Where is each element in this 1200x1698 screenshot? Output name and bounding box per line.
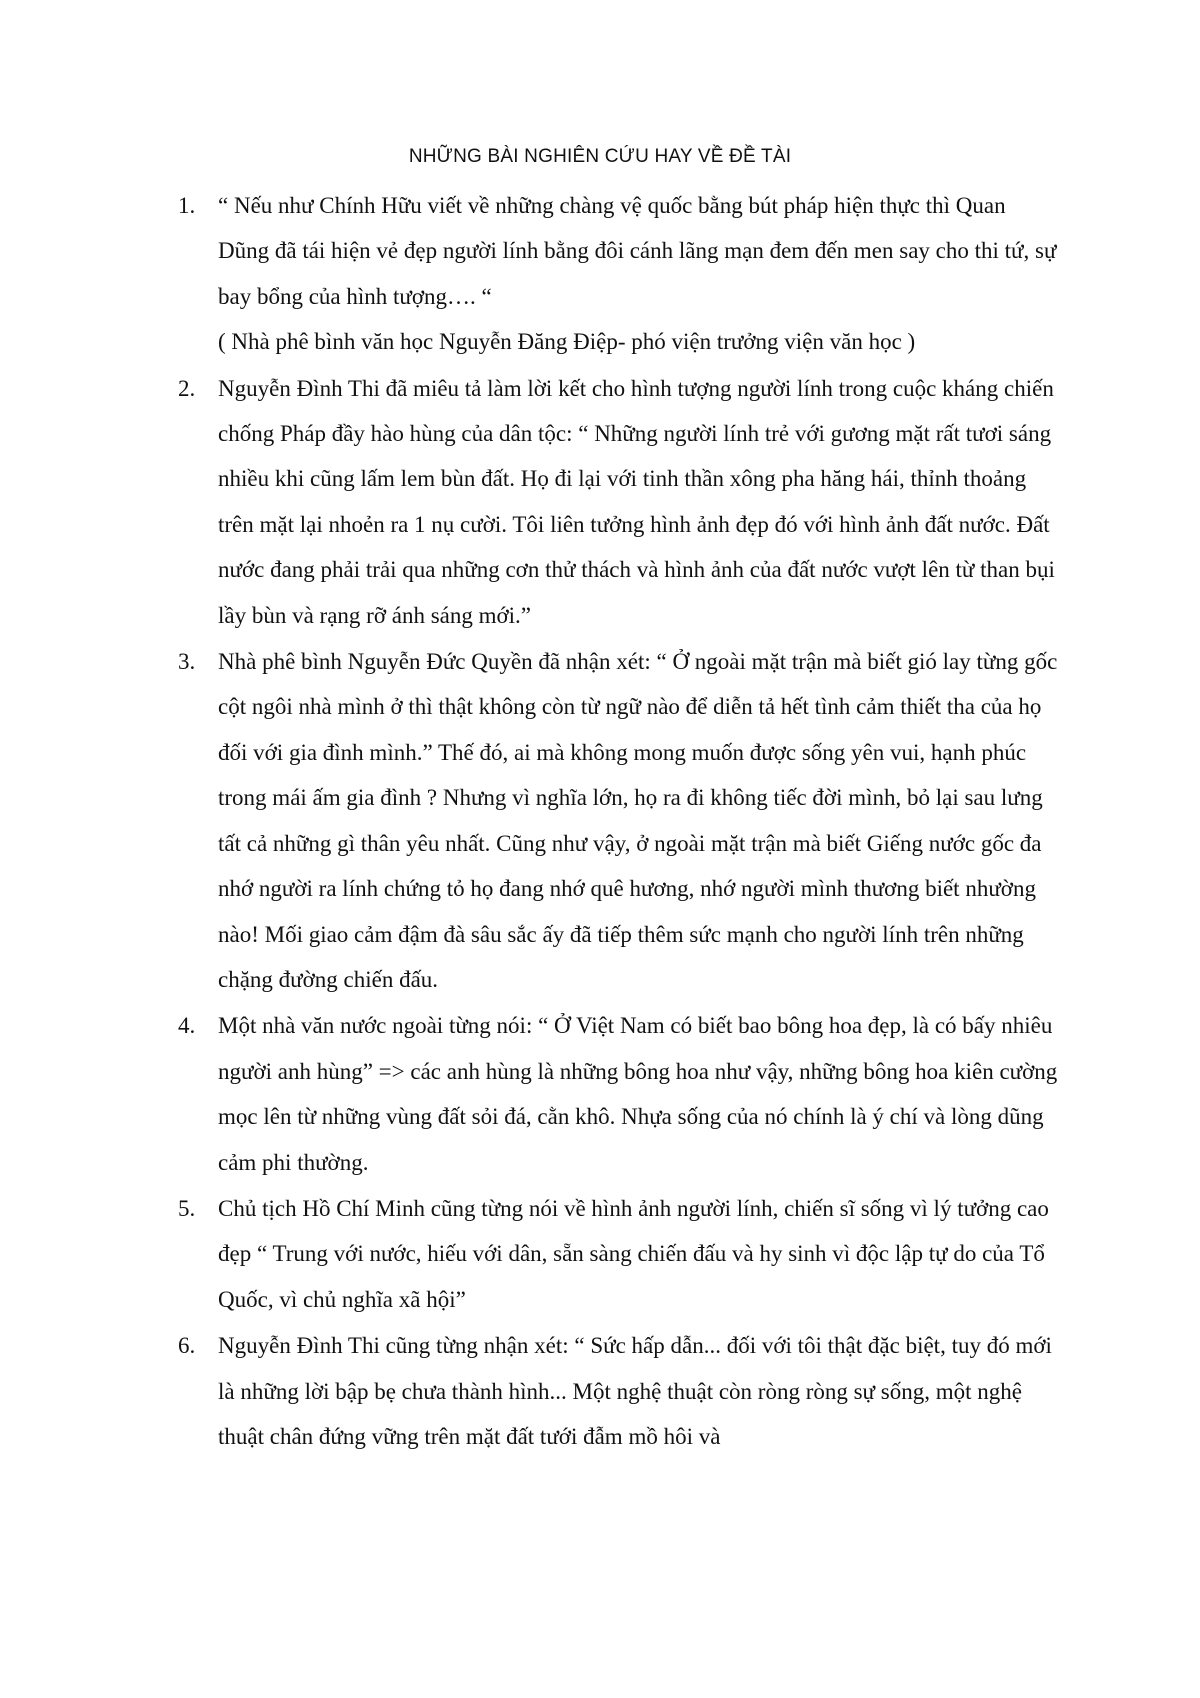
- list-item-number: 1.: [178, 193, 196, 218]
- list-item: [0, 183, 1058, 365]
- list-item-text: “ Nếu như Chính Hữu viết về những chàng vệ quốc bằng bút pháp hiện thực thì Quan Dũng đã tái hiện vẻ đẹp người lính bằng đôi cánh lãng mạn đem đến men say cho thi tứ, sự bay bổng của hình tượng…. “: [218, 193, 1057, 309]
- list-item-text: Nguyễn Đình Thi đã miêu tả làm lời kết cho hình tượng người lính trong cuộc kháng chiến chống Pháp đầy hào hùng của dân tộc: “ Những người lính trẻ với gương mặt rất tươi sáng nhiều khi cũng lấm lem bùn đất. Họ đi lại với tinh thần xông pha hăng hái, thỉnh thoảng trên mặt lại nhoẻn ra 1 nụ cười. Tôi liên tưởng hình ảnh đẹp đó với hình ảnh đất nước. Đất nước đang phải trải qua những cơn thử thách và hình ảnh của đất nước vượt lên từ than bụi lầy bùn và rạng rỡ ánh sáng mới.”: [218, 375, 1055, 628]
- list-item-text: Nguyễn Đình Thi cũng từng nhận xét: “ Sức hấp dẫn... đối với tôi thật đặc biệt, tuy đó mới là những lời bập bẹ chưa thành hình... Một nghệ thuật còn ròng ròng sự sống, một nghệ thuật chân đứng vững trên mặt đất tưới đẫm mồ hôi và: [218, 1333, 1052, 1449]
- list-item-text: Một nhà văn nước ngoài từng nói: “ Ở Việt Nam có biết bao bông hoa đẹp, là có bấy nhiêu người anh hùng” => các anh hùng là những bông hoa như vậy, những bông hoa kiên cường mọc lên từ những vùng đất sỏi đá, cằn khô. Nhựa sống của nó chính là ý chí và lòng dũng cảm phi thường.: [218, 1013, 1058, 1175]
- list-item-source: ( Nhà phê bình văn học Nguyễn Đăng Điệp- phó viện trưởng viện văn học ): [218, 329, 916, 355]
- list-item-number: 6.: [178, 1333, 196, 1359]
- list-item-number: 3.: [178, 649, 196, 675]
- list-item-text: Nhà phê bình Nguyễn Đức Quyền đã nhận xét: “ Ở ngoài mặt trận mà biết gió lay từng gốc cột ngôi nhà mình ở thì thật không còn từ ngữ nào để diễn tả hết tình cảm thiết tha của họ đối với gia đình mình.” Thế đó, ai mà không mong muốn được sống yên vui, hạnh phúc trong mái ấm gia đình ? Nhưng vì nghĩa lớn, họ ra đi không tiếc đời mình, bỏ lại sau lưng tất cả những gì thân yêu nhất. Cũng như vậy, ở ngoài mặt trận mà biết Giếng nước gốc đa nhớ người ra lính chứng tỏ họ đang nhớ quê hương, nhớ người mình thương biết nhường nào! Mối giao cảm đậm đà sâu sắc ấy đã tiếp thêm sức mạnh cho người lính trên những chặng đường chiến đấu.: [218, 649, 1058, 992]
- list-item-number: 5.: [178, 1195, 196, 1221]
- list-item: [0, 1186, 1058, 1322]
- list-item-text: Chủ tịch Hồ Chí Minh cũng từng nói về hình ảnh người lính, chiến sĩ sống vì lý tưởng cao đẹp “ Trung với nước, hiếu với dân, sẵn sàng chiến đấu và hy sinh vì độc lập tự do của Tổ Quốc, vì chủ nghĩa xã hội”: [218, 1195, 1049, 1312]
- list-item: [0, 639, 1058, 1002]
- research-quotes-list: [0, 183, 1200, 1460]
- list-item: [0, 366, 1058, 638]
- list-item: [0, 1003, 1058, 1185]
- list-item-number: 4.: [178, 1013, 196, 1039]
- document-title: NHỮNG BÀI NGHIÊN CỨU HAY VỀ ĐỀ TÀI: [408, 146, 792, 167]
- list-item: [0, 1323, 1058, 1459]
- list-item-number: 2.: [178, 375, 196, 401]
